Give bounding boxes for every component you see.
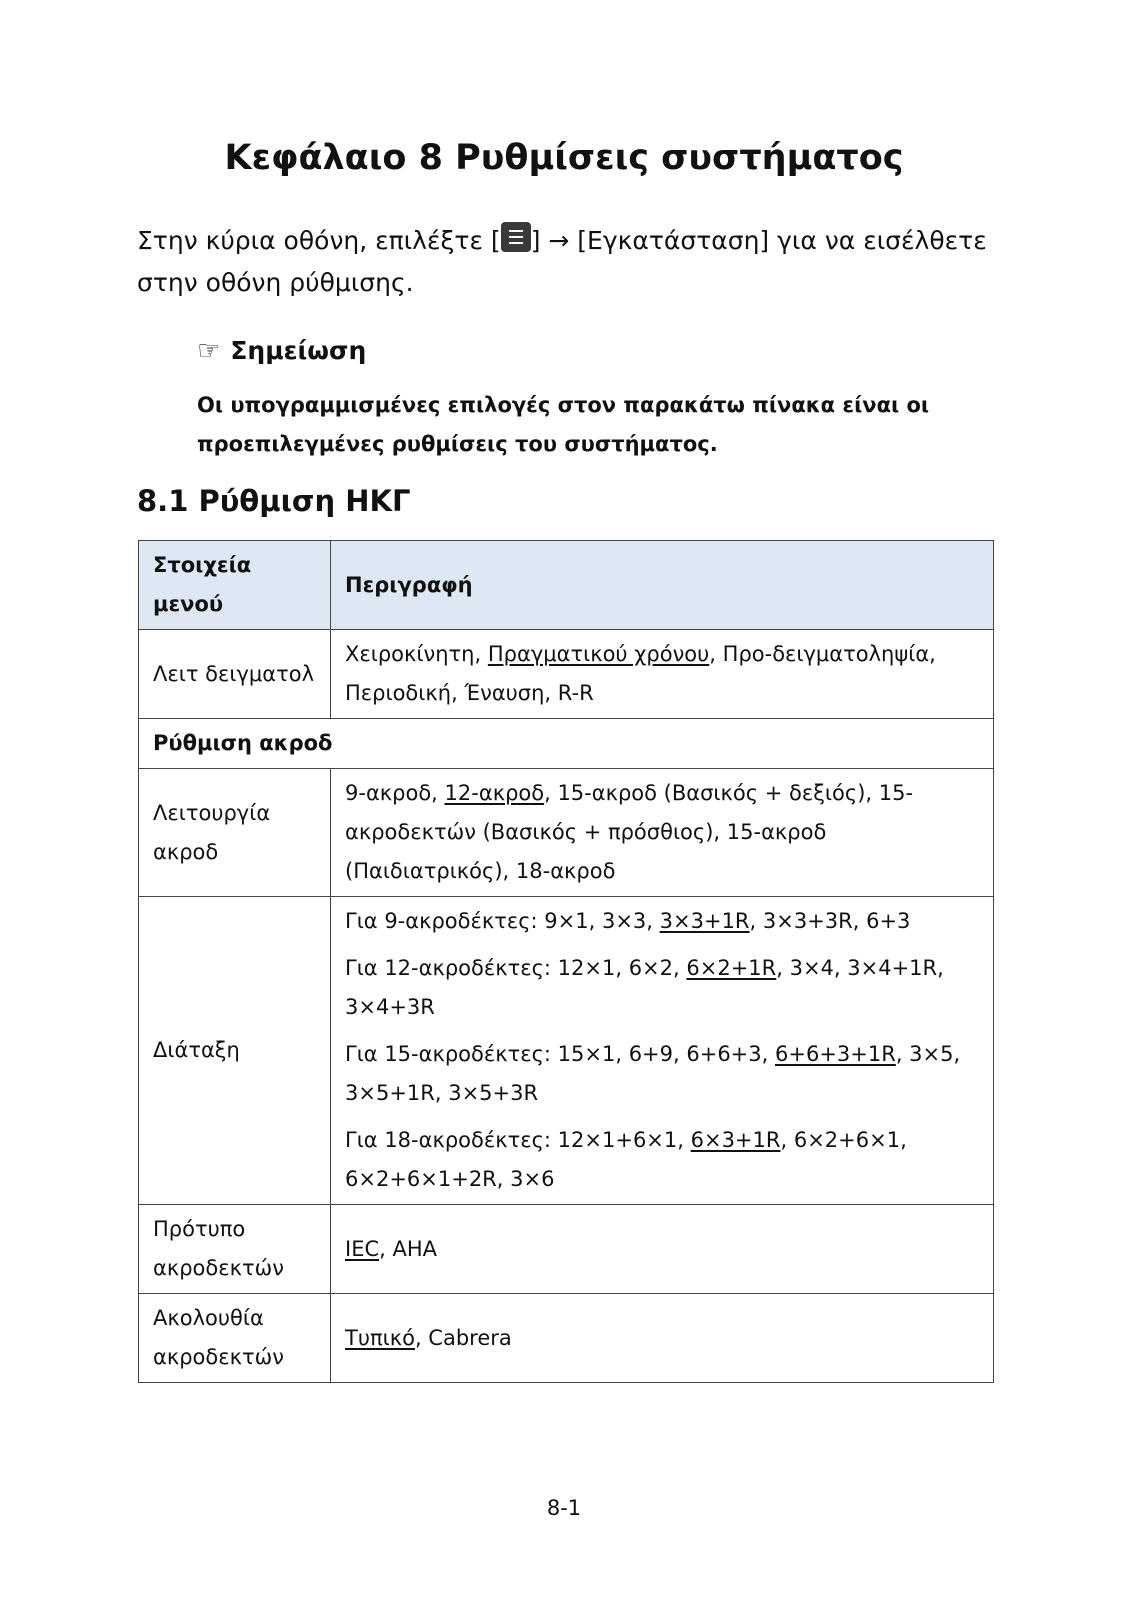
layout-line: [345, 949, 979, 1027]
section-title: 8.1 Ρύθμιση ΗΚΓ: [137, 484, 411, 518]
default-option: 6×3+1R: [690, 1128, 781, 1152]
lead-mode-options: [331, 769, 994, 897]
lead-mode-label: Λειτουργία ακροδ: [139, 769, 331, 897]
lead-settings-group: Ρύθμιση ακροδ: [139, 719, 994, 769]
option-text: , 3×4, 3×4+1R, 3×4+3R: [345, 956, 944, 1019]
lead-sequence-options: [331, 1294, 994, 1383]
note-heading: [197, 336, 366, 366]
default-option: 3×3+1R: [659, 909, 750, 933]
table-row: [139, 1294, 994, 1383]
default-option: Πραγματικού χρόνου: [487, 642, 710, 666]
lead-sequence-label: Ακολουθία ακροδεκτών: [139, 1294, 331, 1383]
page-title: Κεφάλαιο 8 Ρυθμίσεις συστήματος: [224, 138, 904, 178]
menu-icon: [501, 222, 531, 252]
table-header-row: [139, 541, 994, 630]
intro-text-start: Στην κύρια οθόνη, επιλέξτε [: [137, 226, 501, 255]
lead-standard-options: [331, 1205, 994, 1294]
sampling-mode-options: [331, 630, 994, 719]
default-option: 12-ακροδ: [444, 781, 545, 805]
pointing-hand-icon: ☞: [197, 336, 221, 366]
table-group-row: [139, 719, 994, 769]
option-text: , 6×2+6×1, 6×2+6×1+2R, 3×6: [345, 1128, 907, 1191]
intro-paragraph: [137, 220, 997, 304]
layout-options: [331, 897, 994, 1205]
table-row: [139, 630, 994, 719]
header-menu-items: Στοιχεία μενού: [139, 541, 331, 630]
option-text: , 15-ακροδ (Βασικός + δεξιός), 15-ακροδεκτών (Βασικός + πρόσθιος), 15-ακροδ (Παιδιατρικός), 18-ακροδ: [345, 781, 914, 883]
default-option: 6+6+3+1R: [775, 1042, 896, 1066]
option-text: Για 15-ακροδέκτες: 15×1, 6+9, 6+6+3,: [345, 1042, 775, 1066]
table-row: [139, 769, 994, 897]
sampling-mode-label: Λειτ δειγματολ: [139, 630, 331, 719]
default-option: 6×2+1R: [686, 956, 777, 980]
header-description: Περιγραφή: [331, 541, 994, 630]
option-text: Για 9-ακροδέκτες: 9×1, 3×3,: [345, 909, 660, 933]
note-heading-label: Σημείωση: [230, 336, 367, 365]
default-option: Τυπικό: [345, 1325, 415, 1350]
option-text: Χειροκίνητη,: [345, 642, 488, 666]
option-text: , Προ-δειγματοληψία, Περιοδική, Έναυση, R-R: [345, 642, 936, 705]
option-text: , Cabrera: [414, 1325, 512, 1350]
table-row: [139, 1205, 994, 1294]
layout-line: [345, 1121, 979, 1199]
option-text: 9-ακροδ,: [345, 781, 445, 805]
layout-line: [345, 1035, 979, 1113]
lead-standard-label: Πρότυπο ακροδεκτών: [139, 1205, 331, 1294]
option-text: , 3×5, 3×5+1R, 3×5+3R: [345, 1042, 961, 1105]
layout-label: Διάταξη: [139, 897, 331, 1205]
page-number: 8-1: [546, 1496, 582, 1520]
ecg-settings-table: [138, 540, 994, 1383]
option-text: , AHA: [379, 1236, 437, 1261]
note-text: Οι υπογραμμισμένες επιλογές στον παρακάτω πίνακα είναι οι προεπιλεγμένες ρυθμίσεις του συστήματος.: [197, 393, 930, 456]
option-text: , 3×3+3R, 6+3: [749, 909, 911, 933]
option-text: Για 12-ακροδέκτες: 12×1, 6×2,: [345, 956, 687, 980]
option-text: Για 18-ακροδέκτες: 12×1+6×1,: [345, 1128, 691, 1152]
table-row: [139, 897, 994, 1205]
intro-text-end: ] → [Εγκατάσταση] για να εισέλθετε στην οθόνη ρύθμισης.: [137, 226, 987, 297]
layout-line: [345, 902, 979, 941]
default-option: IEC: [345, 1236, 380, 1261]
